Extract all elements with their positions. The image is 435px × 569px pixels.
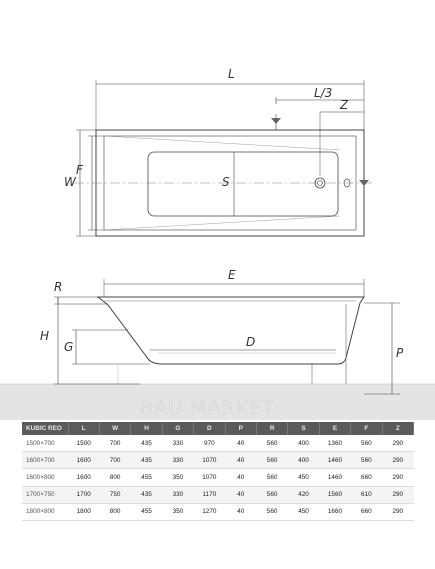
top-view-labels — [64, 67, 349, 189]
dim-label-L3: L/3 — [314, 86, 333, 100]
table-cell: 290 — [382, 435, 413, 452]
table-cell: 330 — [162, 435, 193, 452]
watermark: BAU MARKET — [140, 397, 275, 419]
table-cell: 1660 — [319, 503, 350, 520]
table-cell: 450 — [288, 469, 319, 486]
table-cell: 1070 — [194, 469, 225, 486]
table-cell: 350 — [162, 503, 193, 520]
table-cell: 1460 — [319, 452, 350, 469]
table-body — [22, 435, 414, 520]
header-L: L — [68, 422, 99, 435]
table-cell: 330 — [162, 486, 193, 503]
table-cell: 700 — [99, 452, 130, 469]
tub-profile — [98, 297, 364, 364]
table-cell: 1600×800 — [22, 469, 68, 486]
table-cell: 560 — [256, 435, 287, 452]
table-cell: 290 — [382, 452, 413, 469]
header-W: W — [99, 422, 130, 435]
table-cell: 400 — [288, 452, 319, 469]
table-cell: 1600 — [68, 452, 99, 469]
dim-label-G: G — [64, 340, 74, 354]
table-cell: 1560 — [319, 486, 350, 503]
table-cell: 560 — [256, 452, 287, 469]
table-cell: 40 — [225, 486, 256, 503]
table-cell: 660 — [351, 503, 382, 520]
dim-label-Z: Z — [340, 98, 349, 112]
table-cell: 800 — [99, 469, 130, 486]
dim-label-L: L — [228, 67, 235, 81]
dim-label-H: H — [40, 329, 50, 343]
header-R: R — [256, 422, 287, 435]
table-cell: 750 — [99, 486, 130, 503]
table-row — [22, 469, 414, 486]
table-cell: 1800 — [68, 503, 99, 520]
table-cell: 450 — [288, 503, 319, 520]
header-P: P — [225, 422, 256, 435]
table-cell: 1360 — [319, 435, 350, 452]
table-cell: 435 — [131, 435, 162, 452]
dim-label-E: E — [228, 268, 236, 282]
table-cell: 400 — [288, 435, 319, 452]
table-cell: 290 — [382, 486, 413, 503]
table-header-row — [22, 422, 414, 435]
table-cell: 1070 — [194, 452, 225, 469]
table-cell: 1170 — [194, 486, 225, 503]
table-cell: 1800×800 — [22, 503, 68, 520]
table-cell: 435 — [131, 452, 162, 469]
table-header — [22, 422, 414, 435]
header-E: E — [319, 422, 350, 435]
top-view — [74, 80, 372, 236]
table-cell: 970 — [194, 435, 225, 452]
table-row — [22, 503, 414, 520]
table-cell: 1500 — [68, 435, 99, 452]
header-G: G — [162, 422, 193, 435]
header-D: D — [194, 422, 225, 435]
table-cell: 800 — [99, 503, 130, 520]
table-cell: 560 — [256, 503, 287, 520]
dim-label-S: S — [222, 175, 230, 189]
table-cell: 290 — [382, 469, 413, 486]
tub-basin-floor — [148, 152, 338, 216]
dim-label-W: W — [64, 175, 76, 189]
table-cell: 40 — [225, 503, 256, 520]
table-cell: 610 — [351, 486, 382, 503]
table-row — [22, 486, 414, 503]
dimensions-table — [22, 422, 414, 521]
header-Z: Z — [382, 422, 413, 435]
table-cell: 40 — [225, 452, 256, 469]
header-model: KUBIC REO — [22, 422, 68, 435]
header-H: H — [131, 422, 162, 435]
dim-label-F: F — [76, 163, 83, 177]
table-row — [22, 435, 414, 452]
table-cell: 1500×700 — [22, 435, 68, 452]
table-cell: 1700×750 — [22, 486, 68, 503]
dim-label-D: D — [246, 335, 256, 349]
table-cell: 560 — [256, 469, 287, 486]
dim-label-R: R — [54, 280, 63, 294]
table-cell: 420 — [288, 486, 319, 503]
table-cell: 560 — [256, 486, 287, 503]
table-cell: 455 — [131, 503, 162, 520]
table-cell: 660 — [351, 469, 382, 486]
header-S: S — [288, 422, 319, 435]
table-cell: 350 — [162, 469, 193, 486]
table-cell: 40 — [225, 435, 256, 452]
table-cell: 455 — [131, 469, 162, 486]
dim-label-P: P — [396, 346, 404, 360]
table-cell: 290 — [382, 503, 413, 520]
table-cell: 560 — [351, 452, 382, 469]
table-cell: 1600 — [68, 469, 99, 486]
table-cell: 1600×700 — [22, 452, 68, 469]
table-cell: 700 — [99, 435, 130, 452]
table-cell: 560 — [351, 435, 382, 452]
table-cell: 1270 — [194, 503, 225, 520]
table-cell: 1700 — [68, 486, 99, 503]
table-cell: 40 — [225, 469, 256, 486]
table-cell: 330 — [162, 452, 193, 469]
table-cell: 435 — [131, 486, 162, 503]
table-cell: 1460 — [319, 469, 350, 486]
header-F: F — [351, 422, 382, 435]
table-row — [22, 452, 414, 469]
